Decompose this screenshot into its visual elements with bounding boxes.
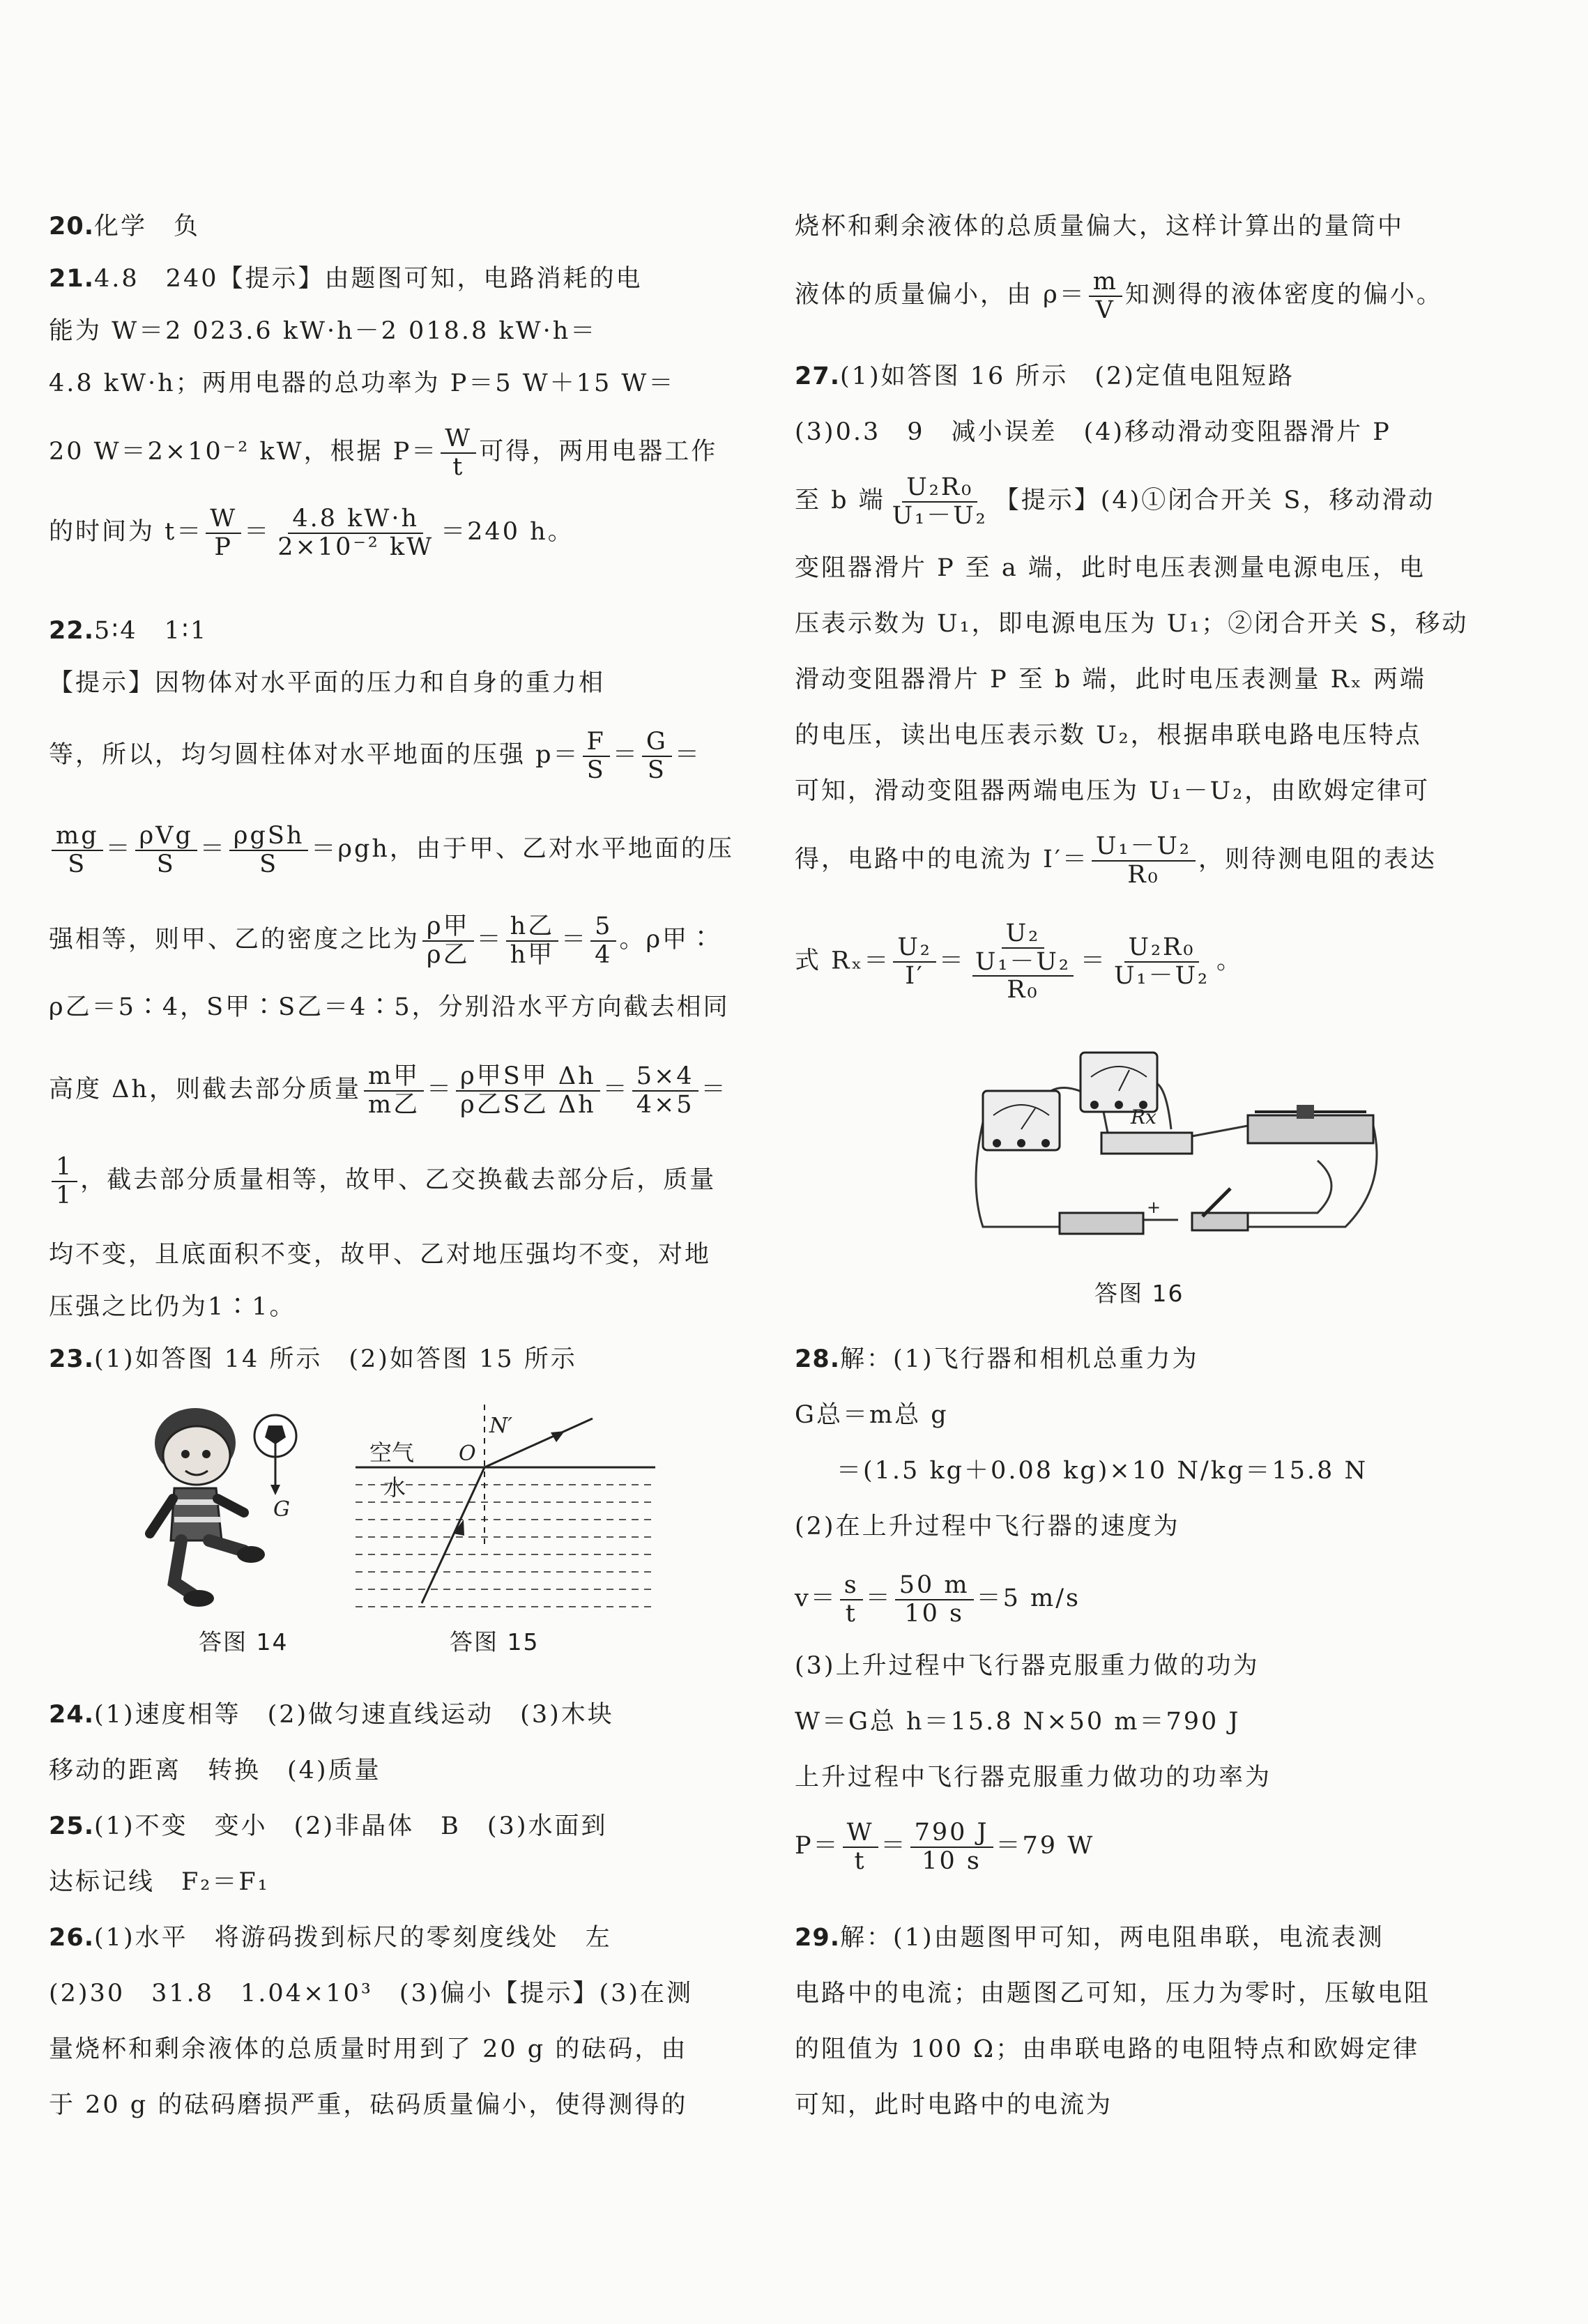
q27-line10: 式 Rₓ＝ $\frac{\text{U₂}}{I'}$ ＝ U₂ U₁－U₂ R₀ ＝ $\frac{\text{U₂R₀}}{\text{U₁－U₂}}$ 。 [795,919,1244,1004]
rheostat [1248,1115,1373,1143]
q24-line2: 移动的距离 转换 (4)质量 [49,1757,381,1784]
fraction: $\frac{W}{P}$ [206,505,241,560]
figure-14-caption: 答图 14 [199,1628,289,1656]
fraction: $\frac{m}{V}$ [1089,268,1122,323]
q22-line7: 高度 Δh，则截去部分质量 $\frac{\text{m甲}}{\text{m乙}}$ ＝ $\frac{\text{ρ甲S甲 Δh}}{\text{ρ乙S乙 Δh}}$ ＝ $\frac{5\times 4}{4\times 5}$ ＝ [49,1062,728,1119]
q27-line8: 可知，滑动变阻器两端电压为 U₁－U₂，由欧姆定律可 [795,777,1430,805]
gravity-label: G [273,1497,290,1522]
q27-line9: 得，电路中的电流为 I′＝ $\frac{\text{U₁－U₂}}{\text{R₀}}$ ，则待测电阻的表达 [795,832,1437,889]
q21-line5: 的时间为 t＝ $\frac{W}{P}$ ＝ $\frac{4.8 kW\cdot h}{\text{2×10⁻² kW}}$ ＝240 h。 [49,505,574,561]
circuit-diagram [955,1046,1401,1255]
q28-line3: ＝(1.5 kg＋0.08 kg)×10 N/kg＝15.8 N [837,1457,1368,1485]
q25-line1: 25.(1)不变 变小 (2)非晶体 B (3)水面到 [49,1812,608,1840]
q22-line9: 均不变，且底面积不变，故甲、乙对地压强均不变，对地 [49,1241,712,1269]
q28-line6: (3)上升过程中飞行器克服重力做的功为 [795,1652,1260,1680]
fraction: $\frac{G}{S}$ [642,728,672,783]
fraction: $\frac{1}{1}$ [52,1154,77,1209]
q26-line1: 26.(1)水平 将游码拨到标尺的零刻度线处 左 [49,1924,612,1952]
q20: 20.化学 负 [49,213,201,240]
figure-16-caption: 答图 16 [1094,1280,1184,1307]
continuation-line2: 液体的质量偏小，由 ρ＝ $\frac{m}{V}$ 知测得的液体密度的偏小。 [795,268,1443,324]
svg-text:+: + [1147,1198,1161,1217]
q26-line4: 于 20 g 的砝码磨损严重，砝码质量偏小，使得测得的 [49,2091,688,2119]
q27-line7: 的电压，读出电压表示数 U₂，根据串联电路电压特点 [795,721,1422,749]
q27-line2: (3)0.3 9 减小误差 (4)移动滑动变阻器滑片 P [795,418,1391,446]
fraction: $\frac{\text{U₂R₀}}{\text{U₁－U₂}}$ [1113,933,1209,990]
rx-label: Rx [1131,1106,1156,1129]
fraction: $\frac{\text{h乙}}{\text{h甲}}$ [506,913,559,968]
fraction: $\frac{\text{U₁－U₂}}{\text{R₀}}$ [1092,833,1196,888]
q29-line3: 的阻值为 100 Ω；由串联电路的电阻特点和欧姆定律 [795,2035,1420,2063]
q29-line4: 可知，此时电路中的电流为 [795,2091,1113,2119]
fraction: $\frac{W}{t}$ [441,425,476,480]
q27-line3: 至 b 端 $\frac{\text{U₂R₀}}{\text{U₁－U₂}}$ 【提示】(4)①闭合开关 S，移动滑动 [795,473,1435,530]
fraction: $\frac{\text{U₂}}{I'}$ [893,934,936,989]
q26-line3: 量烧杯和剩余液体的总质量时用到了 20 g 的砝码，由 [49,2035,688,2063]
q22-line3: 等，所以，均匀圆柱体对水平地面的压强 p＝ $\frac{F}{S}$ ＝ $\frac{G}{S}$ ＝ [49,728,701,784]
fraction: $\frac{\text{ρ甲}}{\text{ρ乙}}$ [422,913,474,968]
q22-line5: 强相等，则甲、乙的密度之比为 $\frac{\text{ρ甲}}{\text{ρ乙}}$ ＝ $\frac{\text{h乙}}{\text{h甲}}$ ＝ $\frac{5}{4}$ 。ρ甲∶ [49,912,716,969]
normal-label: N′ [489,1414,513,1438]
q29-line1: 29.解：(1)由题图甲可知，两电阻串联，电流表测 [795,1924,1384,1952]
q25-line2: 达标记线 F₂＝F₁ [49,1868,270,1896]
q28-line4: (2)在上升过程中飞行器的速度为 [795,1513,1180,1541]
fraction: $\frac{5}{4}$ [590,913,616,968]
battery [1060,1213,1143,1234]
q28-line5: v＝ $\frac{s}{t}$ ＝ $\frac{50 m}{10 s}$ ＝5 m/s [795,1571,1081,1628]
continuation-line1: 烧杯和剩余液体的总质量偏大，这样计算出的量筒中 [795,213,1405,240]
refraction-diagram [356,1405,662,1614]
q23: 23.(1)如答图 14 所示 (2)如答图 15 所示 [49,1345,577,1373]
switch [1192,1213,1248,1230]
fraction: $\frac{\text{ρVg}}{S}$ [135,823,197,878]
q28-line2: G总＝m总 g [795,1401,949,1429]
fraction: $\frac{\text{U₂R₀}}{\text{U₁－U₂}}$ [892,473,988,530]
fraction: $\frac{\text{ρ甲S甲 Δh}}{\text{ρ乙S乙 Δh}}$ [456,1063,600,1118]
fraction: $\frac{s}{t}$ [840,1572,863,1627]
q21-line2: 能为 W＝2 023.6 kW·h－2 018.8 kW·h＝ [49,317,597,345]
figure-15-caption: 答图 15 [450,1628,540,1656]
q21-line4: 20 W＝2×10⁻² kW，根据 P＝ $\frac{W}{t}$ 可得，两用电器工作 [49,425,718,481]
fraction: $\frac{F}{S}$ [583,728,610,783]
q28-line1: 28.解：(1)飞行器和相机总重力为 [795,1345,1199,1373]
fraction: $\frac{\text{m甲}}{\text{m乙}}$ [364,1063,424,1118]
resistor-rx [1101,1133,1192,1154]
fraction: $\frac{mg}{S}$ [52,823,103,878]
air-label: 空气 [369,1439,415,1466]
q28-line9: P＝ $\frac{W}{t}$ ＝ $\frac{790 J}{10 s}$ ＝79 W [795,1819,1095,1875]
q22-line6: ρ乙＝5∶4，S甲∶S乙＝4∶5，分别沿水平方向截去相同 [49,993,730,1021]
fraction: $\frac{4.8 kW\cdot h}{\text{2×10⁻² kW}}$ [277,505,434,561]
water-label: 水 [383,1474,406,1501]
fraction: $\frac{5\times 4}{4\times 5}$ [632,1063,698,1118]
boy-kicking-ball-figure [139,1401,300,1617]
q22-line1: 22.5∶4 1∶1 [49,617,208,645]
q27-line5: 压表示数为 U₁，即电源电压为 U₁；②闭合开关 S，移动 [795,610,1469,638]
q27-line6: 滑动变阻器滑片 P 至 b 端，此时电压表测量 Rₓ 两端 [795,666,1426,694]
fraction: $\frac{790 J}{10 s}$ [910,1819,993,1874]
q22-line8: $\frac{1}{1}$ ，截去部分质量相等，故甲、乙交换截去部分后，质量 [49,1154,716,1209]
q24-line1: 24.(1)速度相等 (2)做匀速直线运动 (3)木块 [49,1701,614,1729]
point-o-label: O [459,1442,476,1466]
q22-line2: 【提示】因物体对水平面的压力和自身的重力相 [49,669,606,697]
q29-line2: 电路中的电流；由题图乙可知，压力为零时，压敏电阻 [795,1980,1431,2008]
fraction: $\frac{\text{ρgSh}}{S}$ [229,823,309,878]
q27-line1: 27.(1)如答图 16 所示 (2)定值电阻短路 [795,362,1295,390]
q21-line1: 21.4.8 240【提示】由题图可知，电路消耗的电 [49,265,643,293]
fraction: $\frac{W}{t}$ [843,1819,878,1874]
q22-line10: 压强之比仍为1∶1。 [49,1293,296,1321]
q21-line3: 4.8 kW·h；两用电器的总功率为 P＝5 W＋15 W＝ [49,369,675,397]
compound-fraction: U₂ U₁－U₂ R₀ [968,920,1078,1004]
q22-line4: $\frac{mg}{S}$ ＝ $\frac{\text{ρVg}}{S}$ ＝ $\frac{\text{ρgSh}}{S}$ ＝ρgh，由于甲、乙对水平地面的压 [49,823,734,878]
q28-line7: W＝G总 h＝15.8 N×50 m＝790 J [795,1708,1241,1736]
q28-line8: 上升过程中飞行器克服重力做功的功率为 [795,1764,1272,1791]
q26-line2: (2)30 31.8 1.04×10³ (3)偏小【提示】(3)在测 [49,1980,694,2008]
fraction: $\frac{50 m}{10 s}$ [895,1572,974,1627]
q27-line4: 变阻器滑片 P 至 a 端，此时电压表测量电源电压，电 [795,554,1426,582]
